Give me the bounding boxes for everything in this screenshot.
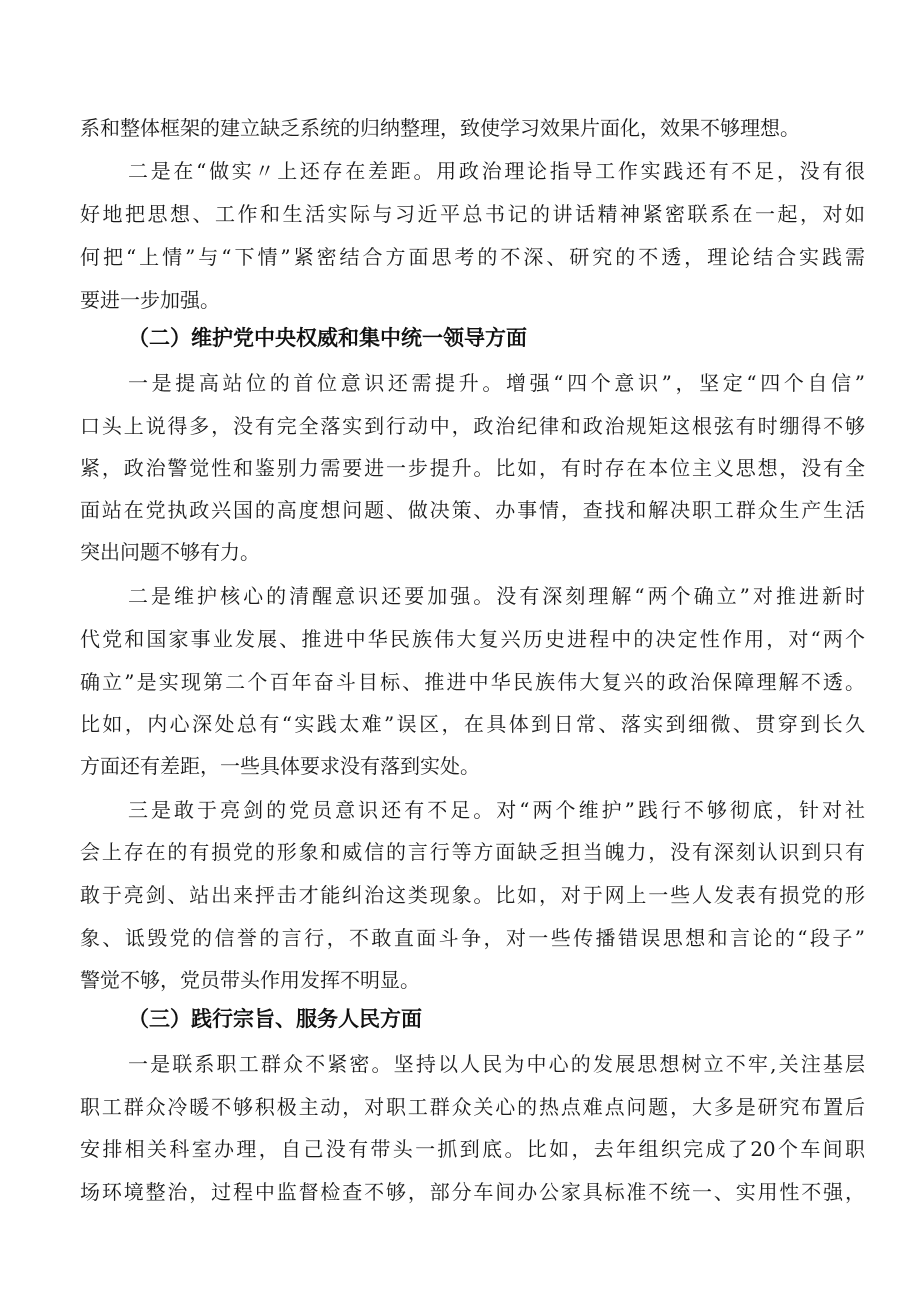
paragraph-line: 好地把思想、工作和生活实际与习近平总书记的讲话精神紧密联系在一起，对如: [80, 202, 865, 226]
paragraph-line: 二是在“做实〃上还存在差距。用政治理论指导工作实践还有不足，没有很: [128, 159, 865, 183]
paragraph-line: 比如，内心深处总有“实践太难”误区，在具体到日常、落实到细微、贯穿到长久: [80, 712, 865, 736]
paragraph-line: 会上存在的有损党的形象和威信的言行等方面缺乏担当魄力，没有深刻认识到只有: [80, 840, 865, 864]
paragraph-line: 一是联系职工群众不紧密。坚持以人民为中心的发展思想树立不牢,关注基层: [128, 1052, 865, 1076]
paragraph-line: 三是敢于亮剑的党员意识还有不足。对“两个维护”践行不够彻底，针对社: [128, 798, 865, 822]
paragraph-line: 紧，政治警觉性和鉴别力需要进一步提升。比如，有时存在本位主义思想，没有全: [80, 456, 865, 480]
paragraph-line: 二是维护核心的清醒意识还要加强。没有深刻理解“两个确立”对推进新时: [128, 584, 865, 608]
paragraph-line: 面站在党执政兴国的高度想问题、做决策、办事情，查找和解决职工群众生产生活: [80, 498, 865, 522]
section-heading: （三）践行宗旨、服务人民方面: [128, 1007, 422, 1031]
paragraph-line: 一是提高站位的首位意识还需提升。增强“四个意识”，坚定“四个自信”: [128, 371, 865, 395]
paragraph-line: 警觉不够，党员带头作用发挥不明显。: [80, 968, 420, 992]
paragraph-line: 象、诋毁党的信誉的言行，不敢直面斗争，对一些传播错误思想和言论的“段子”: [80, 926, 865, 950]
paragraph-line: 代党和国家事业发展、推进中华民族伟大复兴历史进程中的决定性作用，对“两个: [80, 627, 865, 651]
paragraph-line: 安排相关科室办理，自己没有带头一抓到底。比如，去年组织完成了20个车间职: [80, 1137, 865, 1161]
paragraph-line: 确立”是实现第二个百年奋斗目标、推进中华民族伟大复兴的政治保障理解不透。: [80, 670, 865, 694]
paragraph-line: 职工群众冷暖不够积极主动，对职工群众关心的热点难点问题，大多是研究布置后: [80, 1095, 865, 1119]
paragraph-line: 突出问题不够有力。: [80, 540, 260, 564]
paragraph-line: 何把“上情”与“下情”紧密结合方面思考的不深、研究的不透，理论结合实践需: [80, 245, 865, 269]
paragraph-line: 口头上说得多，没有完全落实到行动中，政治纪律和政治规矩这根弦有时绷得不够: [80, 414, 865, 438]
section-heading: （二）维护党中央权威和集中统一领导方面: [128, 326, 527, 350]
paragraph-line: 敢于亮剑、站出来抨击才能纠治这类现象。比如，对于网上一些人发表有损党的形: [80, 883, 865, 907]
paragraph-line: 方面还有差距，一些具体要求没有落到实处。: [80, 754, 480, 778]
paragraph-line: 要进一步加强。: [80, 288, 220, 312]
paragraph-line: 场环境整治，过程中监督检查不够，部分车间办公家具标准不统一、实用性不强，: [80, 1180, 865, 1204]
paragraph-line: 系和整体框架的建立缺乏系统的归纳整理，致使学习效果片面化，效果不够理想。: [80, 116, 800, 140]
